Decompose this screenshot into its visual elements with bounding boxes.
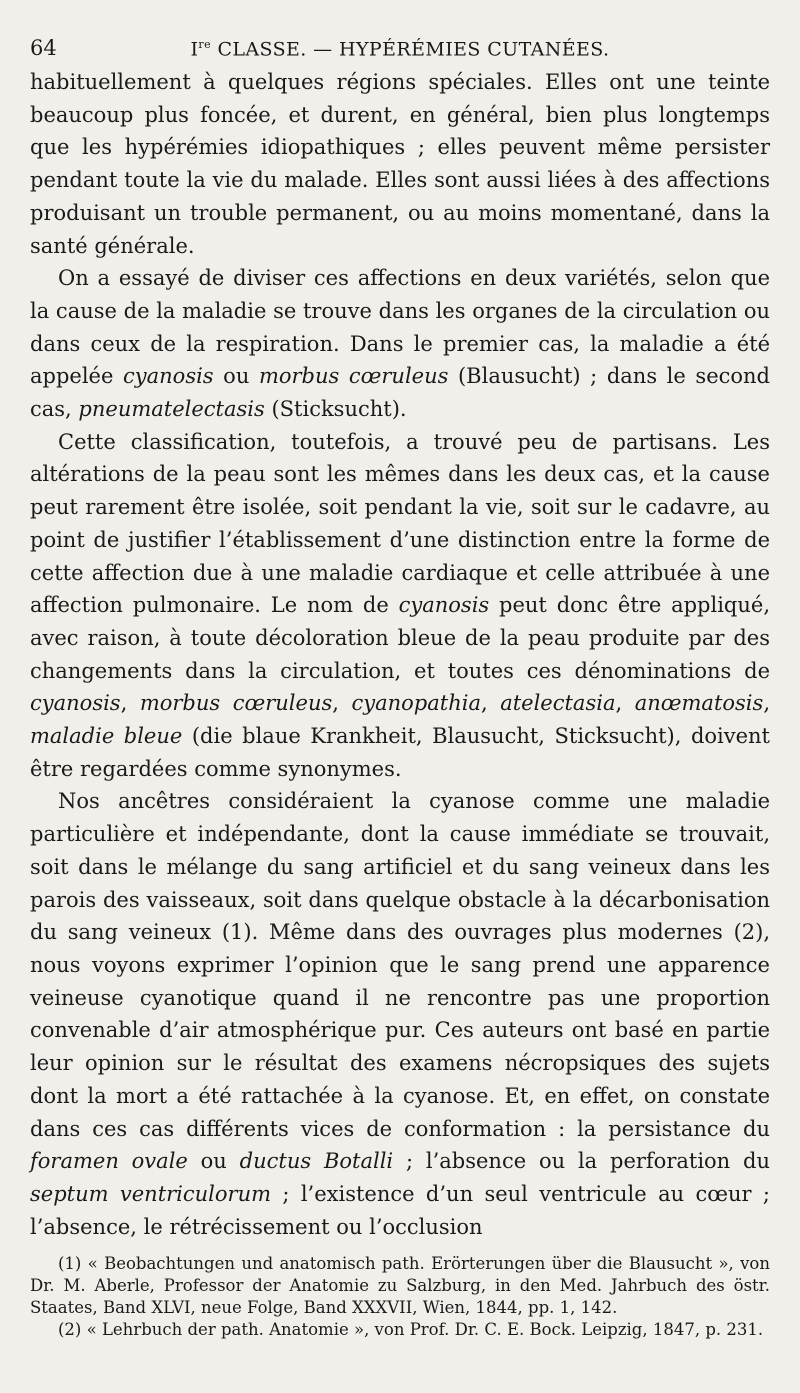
text-run: (Sticksucht).	[264, 397, 407, 422]
italic-term: anœmatosis	[634, 691, 764, 716]
running-head-prefix: I	[190, 38, 199, 61]
text-run: ,	[120, 691, 140, 716]
italic-term: pneumatelectasis	[78, 397, 265, 422]
italic-term: foramen ovale	[30, 1149, 188, 1174]
text-run: (die blaue Krankheit, Blausucht, Sticksucht), doivent être regardées comme synonymes.	[30, 724, 770, 781]
text-run: ,	[763, 691, 770, 716]
italic-term: morbus cœruleus	[139, 691, 333, 716]
footnotes	[30, 1253, 770, 1341]
italic-term: maladie bleue	[30, 724, 183, 749]
italic-term: ductus Botalli	[239, 1149, 394, 1174]
italic-term: cyanosis	[398, 593, 490, 618]
footnote: (2) « Lehrbuch der path. Anatomie », von Prof. Dr. C. E. Bock. Leipzig, 1847, p. 231.	[58, 1320, 764, 1339]
italic-term: atelectasia	[500, 691, 616, 716]
body-paragraph	[30, 785, 770, 1243]
text-run: ,	[480, 691, 501, 716]
text-run: ou	[213, 364, 259, 389]
text-run: habituellement à quelques régions spéciales. Elles ont une teinte beaucoup plus foncée, et durent, en général, bien plus longtemps que les hypérémies idiopathiques ; elles peuvent même persister pendant toute la vie du malade. Elles sont aussi liées à des affections produisant un trouble permanent, ou au moins momentané, dans la santé générale.	[30, 70, 770, 258]
page-header	[28, 36, 772, 66]
footnote: (1) « Beobachtungen und anatomisch path. Erörterungen über die Blausucht », von Dr. M. Aberle, Professor der Anatomie zu Salzburg, in den Med. Jahrbuch des östr. Staates, Band XLVI, neue Folge, Band XXXVII, Wien, 1844, pp. 1, 142.	[30, 1254, 770, 1317]
italic-term: cyanosis	[30, 691, 121, 716]
text-run: ou	[187, 1149, 240, 1174]
running-head	[28, 38, 772, 60]
text-run: ; l’existence d’un seul ventricule au cœur ; l’absence, le rétrécissement ou l’occlusion	[30, 1181, 770, 1239]
text-run: (Blausucht) ; dans le second cas,	[30, 364, 770, 422]
body-paragraph	[30, 426, 770, 786]
text-run: ; l’absence ou la perforation du	[393, 1149, 771, 1174]
text-run: Nos ancêtres considéraient la cyanose comme une maladie particulière et indépendante, dont la cause immédiate se trouvait, soit dans le mélange du sang artificiel et du sang veineux dans les parois des vaisseaux, soit dans quelque obstacle à la décarbonisation du sang veineux (1). Même dans des ouvrages plus modernes (2), nous voyons exprimer l’opinion que le sang prend une apparence veineuse cyanotique quand il ne rencontre pas une proportion convenable d’air atmosphérique pur. Ces auteurs ont basé en partie leur opinion sur le résultat des examens nécropsiques des sujets dont la mort a été rattachée à la cyanose. Et, en effet, on constate dans ces cas différents vices de conformation : la persistance du	[30, 789, 770, 1141]
italic-term: morbus cœruleus	[258, 364, 449, 389]
italic-term: septum ventriculorum	[30, 1181, 272, 1206]
italic-term: cyanopathia	[351, 691, 481, 716]
body-text	[30, 66, 770, 1243]
text-run: ,	[615, 691, 635, 716]
page-number: 64	[30, 36, 57, 60]
text-run: ,	[332, 691, 352, 716]
text-run: On a essayé de diviser ces affections en deux variétés, selon que la cause de la maladie se trouve dans les organes de la circulation ou dans ceux de la respiration. Dans le premier cas, la maladie a été appelée	[30, 266, 770, 389]
running-head-text: CLASSE. — HYPÉRÉMIES CUTANÉES.	[211, 38, 610, 61]
text-run: Cette classification, toutefois, a trouvé peu de partisans. Les altérations de la peau sont les mêmes dans les deux cas, et la cause peut rarement être isolée, soit pendant la vie, soit sur le cadavre, au point de justifier l’établissement d’une distinction entre la forme de cette affection due à une maladie cardiaque et celle attribuée à une affection pulmonaire. Le nom de	[30, 429, 770, 618]
body-paragraph	[30, 66, 770, 262]
text-run: peut donc être appliqué, avec raison, à toute décoloration bleue de la peau produite par des changements dans la circulation, et toutes ces dénominations de	[30, 593, 770, 683]
body-paragraph	[30, 262, 770, 426]
running-head-sup: re	[198, 38, 211, 51]
italic-term: cyanosis	[123, 364, 214, 389]
